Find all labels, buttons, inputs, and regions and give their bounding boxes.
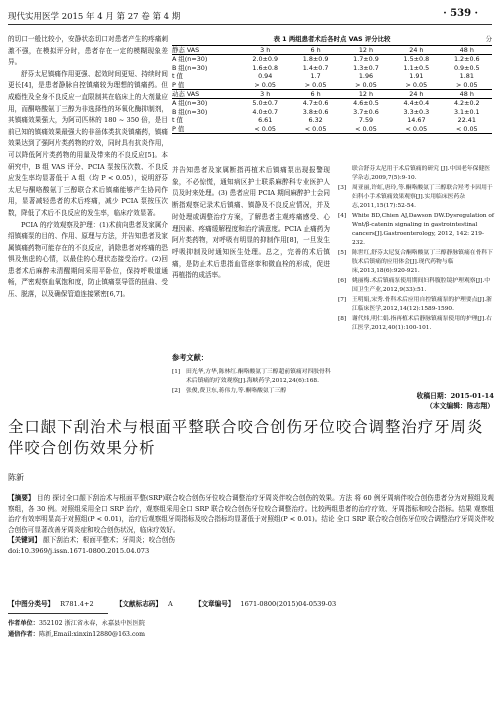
header-rule — [8, 24, 492, 25]
table-cell: 3.7±0.6 — [353, 107, 379, 116]
table-cell: 静态 VAS — [172, 46, 240, 55]
references-right — [338, 165, 494, 334]
table-cell: 4.7±0.6 — [302, 99, 329, 108]
reference-number: [6] — [338, 278, 347, 284]
middle-column — [172, 165, 330, 282]
table-cell: 1.96 — [358, 72, 374, 81]
table-cell: 1.3±0.7 — [353, 63, 379, 72]
table-cell: t 值 — [172, 72, 183, 81]
reference-item — [338, 277, 494, 295]
reference-text: 姚丽梅.术后镇痛泵使用期间妇科腹腔镜护理观察[J].中国卫生产业,2012,9(33):51. — [352, 278, 491, 293]
reference-text: 联合舒芬太尼用于术后镇痛的研究 [J].中国老年保健医学杂志,2009,7(5):9-10. — [352, 166, 491, 181]
table-row — [172, 116, 492, 124]
table-header-row — [172, 90, 492, 99]
received-info — [338, 391, 494, 411]
table-cell: < 0.05 — [391, 125, 441, 134]
footnote-rule — [8, 613, 108, 614]
middle-column-text: 并告知患者及家属断指再植术后镇痛泵出现报警现象，不必惊慌，通知病区护士联系麻醉科专业医护人员及时来处理。(3) 患者应用 PCIA 期间麻醉护士会同断指观察记录术后镇痛、镇静及不良反应情况，并及时处理或调整治疗方案，了解患者主观疼痛感受、心理因素、疼痛缓解程度和治疗满意度。PCIA 止痛药为阿片类药物，对呼吸有明显的抑制作用[8]，一旦发生呼吸抑制及时通知医生处理。总之，完善的术后镇痛，是防止术后患指血管痉挛和微血栓的形成，促进再植指的成活率。 — [172, 166, 330, 280]
table-cell: 24 h — [391, 46, 441, 55]
table-cell: 3.3±0.3 — [403, 107, 430, 116]
reference-text: 王明娟,宋秀.骨科术后应用自控镇痛泵的护理要点[J].浙江临床医学,2012,14(12):1589-1590. — [352, 297, 492, 312]
article-id-label: 【文章编号】 — [194, 600, 235, 608]
table-cell: 1.8±0.9 — [302, 55, 329, 64]
references-title: 参考文献： — [172, 353, 208, 362]
table-cell: A 组(n=30) — [172, 55, 208, 64]
doi: doi:10.3969/j.issn.1671-0800.2015.04.073 — [8, 546, 150, 555]
table-row — [172, 55, 492, 64]
reference-number: [1] — [172, 369, 181, 375]
table-cell: 12 h — [341, 46, 391, 55]
table-cell: B 组(n=30) — [172, 107, 208, 116]
vas-table-grid — [172, 45, 492, 134]
table-cell: 14.67 — [407, 116, 426, 125]
unit-label: 作者单位： — [8, 620, 39, 627]
table-cell: B 组(n=30) — [172, 63, 208, 72]
email-value: 陈新,Email:xinxin12880@163.com — [38, 631, 146, 638]
table-row — [172, 72, 492, 80]
table-cell: 1.7 — [310, 72, 321, 81]
doc-label: 【文献标志码】 — [115, 600, 162, 608]
table-cell: 48 h — [442, 90, 492, 99]
table-cell: 24 h — [391, 90, 441, 99]
email-label: 通信作者： — [8, 631, 39, 638]
table-cell: < 0.05 — [240, 125, 290, 134]
left-paragraph: PCIA 的疗效观察及护理：(1)术前向患者及家属介绍镇痛泵的目的、作用、原理与方法，并告知患者及家属镇痛药物可能存在的不良反应，消除患者对疼痛的恐惧及焦虑的心情，以最佳的心理状态接受治疗。(2)回患者术后麻醉未清醒期间采用平卧位，保持呼吸道通畅，严密观察血氧饱和度，防止镇痛泵导管的扭曲、受压、脱落，以及确保管道连接紧密[6,7]。 — [8, 220, 168, 299]
reference-item — [338, 184, 494, 211]
table-cell: 0.9±0.5 — [453, 63, 480, 72]
table-cell: 4.6±0.5 — [353, 99, 379, 108]
reference-item — [338, 249, 494, 276]
doc-value: A — [167, 600, 173, 608]
reference-text: 陈世红,舒芬太尼复合酮咯酸氨丁三醇静脉镇痛在骨科下肢术后镇痛的应用体会[J].现代药物与临床,2013,18(6):920-921. — [352, 250, 493, 274]
table-cell: 4.0±0.7 — [252, 107, 279, 116]
reference-number: [2] — [172, 388, 181, 394]
classification-row — [8, 598, 494, 608]
table-cell: 4.2±0.2 — [453, 99, 480, 108]
table-row — [172, 108, 492, 116]
references-mid — [172, 368, 332, 397]
page-number: · 539 · — [443, 8, 478, 19]
abstract — [8, 493, 494, 556]
table-cell: P 值 — [172, 81, 240, 90]
table-cell: 1.5±0.8 — [403, 55, 430, 64]
table-cell: 6.32 — [308, 116, 323, 125]
table-cell: 6.61 — [258, 116, 273, 125]
table-cell: P 值 — [172, 125, 240, 134]
reference-number: [3] — [338, 185, 347, 191]
article-title: 全口龈下刮治术与根面平整联合咬合创伤牙位咬合调整治疗牙周炎伴咬合创伤效果分析 — [8, 418, 484, 457]
table-row — [172, 99, 492, 108]
left-paragraph: 的切口一般比较小，安静状态切口对患者产生的疼痛刺激不强，在模拟评分时，患者存在一定的模糊现象差异。 — [8, 35, 168, 67]
table-cell: 6 h — [290, 46, 340, 55]
table-cell: 1.6±0.8 — [252, 63, 279, 72]
table-cell: 7.59 — [358, 116, 374, 125]
vas-table — [172, 34, 492, 134]
reference-text: 周亚丽,许虹,唐玲,等.酮咯酸氨丁三醇联合羟考卡因用于妇科小手术镇痛效果观察[J].实用临床医药杂志,2011,15(17):52-54. — [352, 185, 493, 209]
reference-number: [7] — [338, 297, 347, 303]
reference-item — [338, 315, 494, 333]
table-cell: 动态 VAS — [172, 90, 240, 99]
table-cell: 0.94 — [258, 72, 273, 81]
reference-item — [338, 165, 494, 183]
table-cell: 4.4±0.4 — [403, 99, 430, 108]
table-cell: 3.8±0.6 — [302, 107, 329, 116]
page-header — [8, 8, 492, 24]
table-cell: 5.0±0.7 — [252, 99, 279, 108]
table-cell: 1.1±0.5 — [403, 63, 430, 72]
reference-text: White BD,Chien AJ,Dawson DW.Dysregulation of Wnt/β-catenin signaling in gastrointestinal cancers[J].Gastroenterology, 2012, 142: 219-232. — [352, 213, 495, 246]
table-cell: 1.81 — [459, 72, 474, 81]
table-cell: > 0.05 — [391, 81, 441, 90]
table-cell: 1.91 — [409, 72, 424, 81]
left-column — [8, 34, 168, 301]
table-cell: < 0.05 — [290, 125, 340, 134]
table-cell: 48 h — [442, 46, 492, 55]
reference-text: 谢代炜,明仁娟.指再植术后静脉镇痛泵使用的护理[J].右江医学,2012,40(1):100-101. — [352, 316, 492, 331]
table-cell: t 值 — [172, 116, 183, 125]
table-row — [172, 81, 492, 90]
table-cell: < 0.05 — [341, 125, 391, 134]
table-cell: 3.1±0.1 — [453, 107, 480, 116]
table-cell: 6 h — [290, 90, 340, 99]
reference-item — [172, 387, 332, 396]
table-row — [172, 64, 492, 72]
unit-value: 352102 浙江省永春，永嘉县中医医院 — [38, 620, 145, 627]
reference-text: 张俊,费卫东,蒋伟力,等.酮咯酸氨丁三醇 — [186, 388, 287, 394]
table-cell: 1.7±0.9 — [353, 55, 379, 64]
editor-note: （本文编辑：陈志翔） — [426, 402, 494, 410]
table-cell: > 0.05 — [442, 81, 492, 90]
table-unit: 分 — [485, 35, 492, 43]
abstract-label: 【摘要】 — [8, 494, 35, 502]
journal-info: 现代实用医学 2015 年 4 月 第 27 卷 第 4 期 — [8, 12, 181, 22]
table-cell: > 0.05 — [240, 81, 290, 90]
table-caption-text: 表 1 两组患者术后各时点 VAS 评分比较 — [273, 35, 391, 43]
class-label: 【中图分类号】 — [8, 600, 55, 608]
keywords-text: 龈下刮治术；根面平整术；牙周炎；咬合创伤 — [43, 536, 175, 544]
left-paragraph: 舒芬太尼镇痛作用更强、起效时间更短、持续时间更长[4]，是患者静脉自控镇痛较为理想的镇痛药。但成瘾性及全身不良反应一直限制其在临床上的大剂量应用，而酮咯酸氨丁三醇为非选择性的环氧化酶抑制剂，其镇痛效果强大，为阿司匹林的 180 ~ 350 倍，是目前已知的镇痛效果最强大的非甾体类抗炎镇痛药，镇痛效果达到了强阿片类药物的疗效，同时具有抗炎作用，可以降低阿片类药物的用量及带来的不良反应[5]。本研究中，B 组 VAS 评分、PCIA 泵按压次数、不良反应发生率均显著低于 A 组（均 P < 0.05），说明舒芬太尼与酮咯酸氨丁三醇联合术后镇痛能够产生协同作用，显著减轻患者的术后疼痛，减少 PCIA 泵按压次数，降低了术后不良反应的发生率，临床疗效显著。 — [8, 69, 168, 217]
table-cell: < 0.05 — [442, 125, 492, 134]
table-cell: 3 h — [240, 90, 290, 99]
table-cell: 1.2±0.6 — [453, 55, 480, 64]
table-caption — [172, 34, 492, 45]
table-cell: A 组(n=30) — [172, 99, 208, 108]
table-header-row — [172, 46, 492, 55]
table-cell: 12 h — [341, 90, 391, 99]
reference-item — [338, 296, 494, 314]
reference-number: [4] — [338, 213, 347, 219]
table-cell: 22.41 — [457, 116, 476, 125]
affiliation — [8, 618, 145, 640]
reference-text: 田光华,方华,陈林红.酮咯酸氨丁三醇超前镇痛对四肢骨科术后镇痛的疗效观察[J].海峡药学,2012,24(6):168. — [186, 369, 331, 384]
table-cell: 2.0±0.9 — [252, 55, 279, 64]
article-id-value: 1671-0800(2015)04-0539-03 — [240, 600, 337, 608]
reference-item — [338, 212, 494, 248]
reference-number: [8] — [338, 316, 347, 322]
table-cell: 3 h — [240, 46, 290, 55]
reference-number: [5] — [338, 250, 347, 256]
table-cell: 1.4±0.7 — [302, 63, 329, 72]
abstract-text: 目的 探讨全口龈下刮治术与根面平整(SRP)联合咬合创伤牙位咬合调整治疗牙周炎伴咬合创伤的效果。方法 将 60 例牙周病伴咬合创伤患者分为对照组及观察组，各 30 例。对照组采用全口 SRP 治疗，观察组采用全口 SRP 联合咬合创伤牙位咬合调整治疗。比较两组患者的治疗疗效、牙周指标和咬合指标。结果 观察组治疗有效率明显高于对照组(P < 0.01)，治疗后观察组牙周指标及咬合指标均显著低于对照组(P < 0.01)。结论 全口 SRP 联合咬合创伤牙位咬合调整治疗牙周炎伴咬合创伤可显著改善牙周炎症和咬合创伤状况，临床疗效好。 — [8, 494, 494, 534]
keywords-label: 【关键词】 — [8, 536, 41, 544]
table-row — [172, 125, 492, 134]
article-author: 陈新 — [8, 473, 24, 482]
table-cell: > 0.05 — [290, 81, 340, 90]
class-value: R781.4+2 — [60, 600, 94, 608]
reference-item — [172, 368, 332, 386]
table-cell: > 0.05 — [341, 81, 391, 90]
received-date: 收稿日期：2015-01-14 — [416, 392, 494, 400]
